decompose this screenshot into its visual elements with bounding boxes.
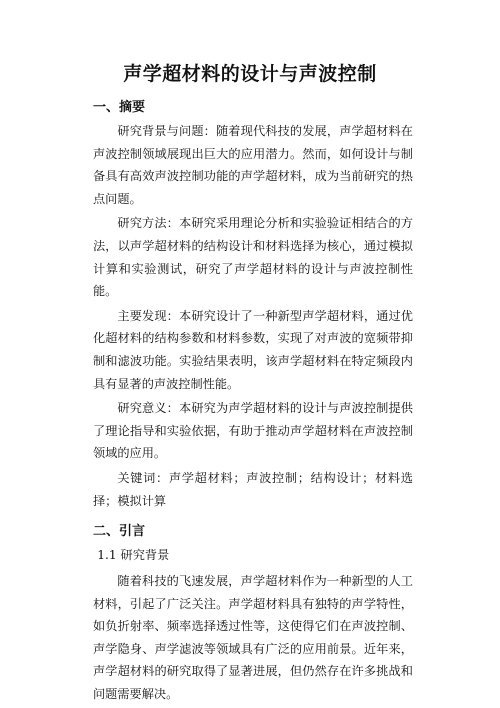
subsection-heading-background: 1.1 研究背景 [97, 548, 170, 563]
abstract-method-paragraph: 研究方法：本研究采用理论分析和实验验证相结合的方法，以声学超材料的结构设计和材料选择为核心，通过模拟计算和实验测试，研究了声学超材料的设计与声波控制性能。 [93, 216, 413, 299]
document-title: 声学超材料的设计与声波控制 [123, 63, 377, 85]
abstract-findings-paragraph: 主要发现：本研究设计了一种新型声学超材料，通过优化超材料的结构参数和材料参数，实现了对声波的宽频带抑制和滤波功能。实验结果表明，该声学超材料在特定频段内具有显著的声波控制性能。 [93, 308, 413, 391]
introduction-background-paragraph: 随着科技的飞速发展，声学超材料作为一种新型的人工材料，引起了广泛关注。声学超材料具有独特的声学特性，如负折射率、频率选择透过性等，这使得它们在声波控制、声学隐身、声学滤波等领域具有广泛的应用前景。近年来，声学超材料的研究取得了显著进展，但仍然存在许多挑战和问题需要解决。 [93, 574, 413, 702]
abstract-background-paragraph: 研究背景与问题：随着现代科技的发展，声学超材料在声波控制领域展现出巨大的应用潜力。然而，如何设计与制备具有高效声波控制功能的声学超材料，成为当前研究的热点问题。 [93, 124, 413, 206]
section-heading-introduction: 二、引言 [93, 524, 146, 540]
abstract-significance-paragraph: 研究意义：本研究为声学超材料的设计与声波控制提供了理论指导和实验依据，有助于推动声学超材料在声波控制领域的应用。 [93, 401, 413, 461]
keywords-paragraph: 关键词：声学超材料；声波控制；结构设计；材料选择；模拟计算 [93, 470, 413, 508]
document-body [93, 98, 413, 708]
section-heading-abstract: 一、摘要 [93, 100, 146, 115]
